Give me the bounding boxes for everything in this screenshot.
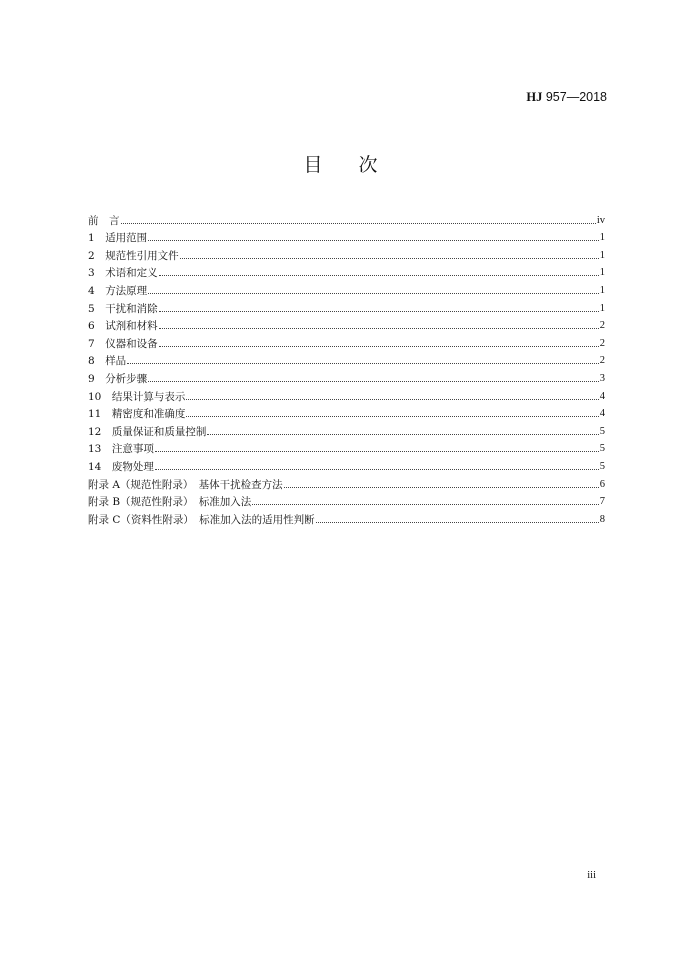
toc-leader-dots (207, 433, 598, 435)
toc-entry-page: 6 (599, 478, 605, 490)
toc-entry-label: 标准加入法 (198, 496, 252, 509)
toc-entry-label: 样品 (105, 355, 127, 368)
toc-entry-page: 2 (599, 337, 605, 349)
toc-leader-dots (148, 380, 599, 382)
toc-entry-number: 附录 A（规范性附录） (88, 478, 199, 491)
toc-entry-label: 结果计算与表示 (111, 390, 186, 403)
page-title-char-1: 目 (303, 154, 323, 176)
toc-entry-label: 试剂和材料 (105, 320, 158, 333)
standard-code (526, 90, 607, 105)
toc-leader-dots (252, 503, 598, 505)
toc-entry-label: 精密度和准确度 (111, 408, 186, 421)
toc-entry[interactable] (88, 420, 605, 438)
toc-entry-label: 方法原理 (105, 284, 148, 297)
toc-entry-number: 8 (88, 355, 106, 368)
toc-entry[interactable] (88, 332, 605, 350)
toc-entry-number: 2 (88, 249, 106, 262)
toc-entry-label: 废物处理 (111, 460, 154, 473)
toc-leader-dots (148, 292, 599, 294)
toc-entry-page: 1 (599, 249, 605, 261)
page-title-char-2: 次 (358, 154, 378, 176)
toc-entry-number: 前 言 (88, 214, 120, 227)
toc-entry-number: 13 (88, 443, 112, 456)
toc-entry[interactable] (88, 508, 605, 526)
toc-entry[interactable] (88, 227, 605, 245)
toc-leader-dots (316, 521, 599, 523)
toc-entry-page: 5 (599, 425, 605, 437)
toc-leader-dots (155, 468, 599, 470)
footer-page-number: iii (587, 870, 596, 881)
page-title (0, 150, 681, 177)
toc-leader-dots (127, 362, 599, 364)
toc-entry-number: 6 (88, 320, 106, 333)
toc-entry[interactable] (88, 455, 605, 473)
toc-entry-page: 7 (599, 496, 605, 508)
toc-entry-number: 7 (88, 337, 106, 350)
toc-entry-number: 5 (88, 302, 106, 315)
toc-leader-dots (159, 327, 599, 329)
toc-leader-dots (284, 486, 599, 488)
toc-leader-dots (180, 257, 599, 259)
toc-entry[interactable] (88, 262, 605, 280)
toc-entry-number: 9 (88, 372, 106, 385)
toc-entry[interactable] (88, 244, 605, 262)
toc-entry-number: 12 (88, 425, 112, 438)
toc-entry-label: 标准加入法的适用性判断 (199, 513, 315, 526)
toc-leader-dots (186, 398, 598, 400)
toc-leader-dots (148, 239, 599, 241)
toc-entry-label: 分析步骤 (105, 372, 148, 385)
standard-code-number: 957—2018 (542, 90, 607, 104)
toc-entry-label: 仪器和设备 (105, 337, 158, 350)
toc-entry-number: 14 (88, 460, 112, 473)
toc-leader-dots (186, 415, 598, 417)
toc-entry-label: 规范性引用文件 (105, 249, 179, 262)
toc-entry[interactable] (88, 491, 605, 509)
toc-entry-page: 2 (599, 320, 605, 332)
toc-entry[interactable] (88, 279, 605, 297)
toc-entry[interactable] (88, 473, 605, 491)
toc-entry[interactable] (88, 350, 605, 368)
toc-entry[interactable] (88, 367, 605, 385)
toc-entry-label: 适用范围 (105, 232, 148, 245)
toc-entry-page: 4 (599, 408, 605, 420)
toc-entry-label: 注意事项 (111, 443, 154, 456)
toc-leader-dots (159, 274, 599, 276)
toc-entry-page: 2 (599, 355, 605, 367)
toc-entry[interactable] (88, 315, 605, 333)
toc-leader-dots (121, 222, 596, 224)
toc-entry-page: 1 (599, 284, 605, 296)
toc-leader-dots (159, 310, 599, 312)
toc-entry-label: 术语和定义 (105, 267, 158, 280)
toc-entry-page: iv (596, 214, 605, 226)
toc-entry-page: 5 (599, 460, 605, 472)
toc-entry-number: 4 (88, 284, 106, 297)
toc-entry[interactable] (88, 297, 605, 315)
toc-entry-number: 10 (88, 390, 112, 403)
toc-entry-number: 11 (88, 408, 112, 421)
toc-leader-dots (155, 450, 599, 452)
toc-entry-label: 干扰和消除 (105, 302, 158, 315)
toc-leader-dots (159, 345, 599, 347)
toc-entry-number: 附录 B（规范性附录） (88, 496, 199, 509)
standard-code-prefix: HJ (526, 90, 543, 104)
toc-entry-label: 基体干扰检查方法 (198, 478, 283, 491)
toc-entry-page: 1 (599, 232, 605, 244)
table-of-contents (88, 209, 605, 526)
toc-entry-label: 质量保证和质量控制 (111, 425, 207, 438)
toc-entry-page: 3 (599, 372, 605, 384)
toc-entry[interactable] (88, 385, 605, 403)
toc-entry[interactable] (88, 403, 605, 421)
toc-entry-number: 1 (88, 232, 106, 245)
toc-entry-number: 3 (88, 267, 106, 280)
toc-entry-page: 5 (599, 443, 605, 455)
toc-entry[interactable] (88, 438, 605, 456)
toc-entry-page: 1 (599, 267, 605, 279)
toc-entry-page: 8 (599, 513, 605, 525)
toc-entry[interactable] (88, 209, 605, 227)
toc-entry-number: 附录 C（资料性附录） (88, 513, 200, 526)
toc-entry-page: 1 (599, 302, 605, 314)
toc-entry-page: 4 (599, 390, 605, 402)
